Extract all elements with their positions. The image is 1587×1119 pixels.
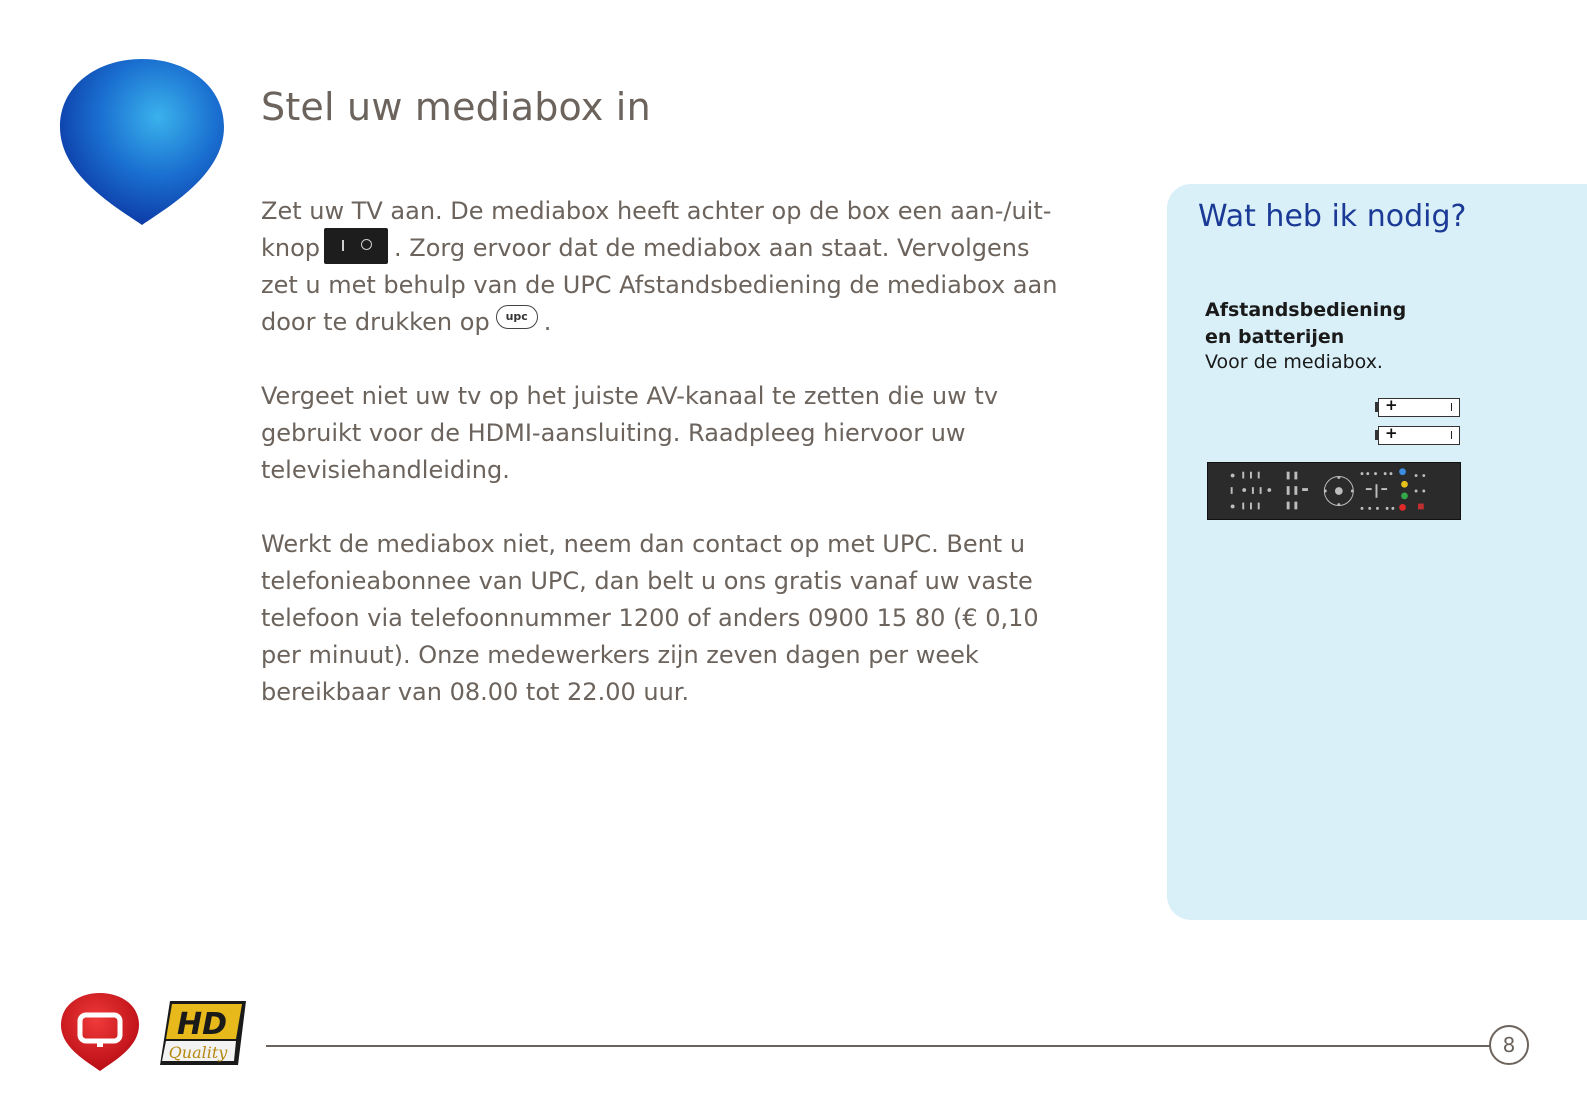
paragraph-av-channel: Vergeet niet uw tv op het juiste AV-kanaal te zetten die uw tv gebruikt voor de HDMI-aansluiting. Raadpleeg hiervoor uw televisiehandleiding.: [261, 382, 999, 484]
tv-icon: [60, 992, 140, 1072]
battery-plus-sign: +: [1385, 424, 1398, 442]
battery-plus-sign: +: [1385, 396, 1398, 414]
blue-drop-logo: [58, 57, 226, 227]
requirements-title: Wat heb ik nodig?: [1198, 199, 1467, 234]
item-description: Voor de mediabox.: [1205, 351, 1383, 373]
item-title-line1: Afstandsbediening: [1205, 299, 1407, 321]
p1-text-a: Zet uw TV aan. De mediabox heeft achter op de box een aan-/uit-knop: [261, 197, 1052, 262]
p1-text-b: . Zorg ervoor dat de mediabox aan staat. Vervolgens zet u met behulp van de UPC Afstandsbediening de mediabox aan door te drukken op: [261, 234, 1058, 336]
page-title: Stel uw mediabox in: [261, 85, 651, 129]
quality-logo-text: Quality: [168, 1043, 228, 1062]
body-text: [261, 193, 1061, 748]
paragraph-power-on: [261, 193, 1061, 341]
hd-quality-logo: [158, 999, 248, 1069]
requirements-panel: [1167, 184, 1587, 920]
battery-icon: [1378, 398, 1460, 417]
upc-button-icon: upc: [496, 305, 538, 329]
page-number: 8: [1489, 1025, 1529, 1065]
p1-text-c: .: [543, 308, 552, 336]
battery-icon: [1378, 426, 1460, 445]
item-title: [1205, 297, 1406, 351]
item-title-line2: en batterijen: [1205, 326, 1345, 348]
footer-divider: [266, 1045, 1491, 1047]
paragraph-contact: Werkt de mediabox niet, neem dan contact op met UPC. Bent u telefonieabonnee van UPC, dan belt u ons gratis vanaf uw vaste telefoon via telefoonnummer 1200 of anders 0900 15 80 (€ 0,10 per minuut). Onze medewerkers zijn zeven dagen per week bereikbaar van 08.00 tot 22.00 uur.: [261, 530, 1039, 706]
power-switch-icon: [324, 228, 388, 264]
remote-control-icon: [1207, 462, 1461, 520]
hd-logo-text: HD: [176, 1007, 228, 1042]
